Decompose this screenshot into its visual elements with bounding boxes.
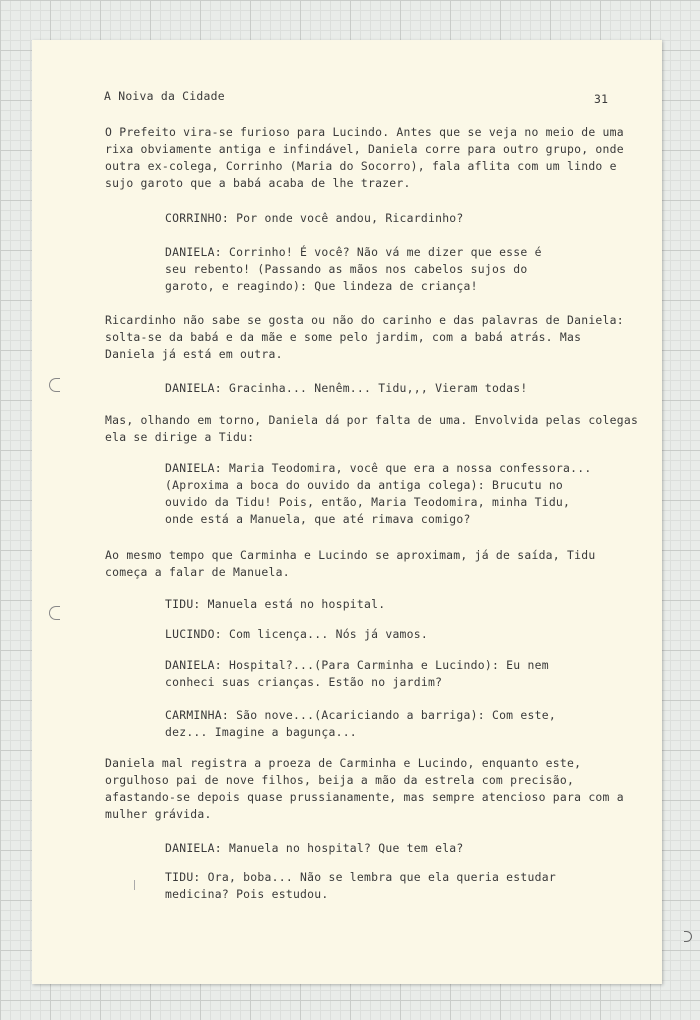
dialogue-line: DANIELA: Corrinho! É você? Não vá me dizer que esse é seu rebento! (Passando as mãos nos cabelos sujos do garoto, e reagindo): Que lindeza de criança! — [165, 245, 542, 293]
punch-hole-mark — [49, 606, 60, 620]
stray-mark — [134, 880, 135, 890]
dialogue-line: CARMINHA: São nove...(Acariciando a barriga): Com este, dez... Imagine a bagunça... — [165, 708, 556, 739]
dialogue-line: LUCINDO: Com licença... Nós já vamos. — [165, 627, 428, 641]
stage-direction-paragraph: Mas, olhando em torno, Daniela dá por falta de uma. Envolvida pelas colegas ela se dirige a Tidu: — [105, 413, 639, 444]
dialogue-line: TIDU: Ora, boba... Não se lembra que ela queria estudar medicina? Pois estudou. — [165, 870, 556, 901]
page-number: 31 — [594, 92, 609, 106]
stage-direction-paragraph: O Prefeito vira-se furioso para Lucindo. Antes que se veja no meio de uma rixa obviamente antiga e infindável, Daniela corre para outro grupo, onde outra ex-colega, Corrinho (Maria do Socorro), fala aflita com um lindo e sujo garoto que a babá acaba de lhe trazer. — [105, 125, 624, 190]
running-header-title: A Noiva da Cidade — [104, 89, 225, 103]
dialogue-line: TIDU: Manuela está no hospital. — [165, 597, 386, 611]
punch-hole-mark — [49, 378, 60, 392]
stage-direction-paragraph: Daniela mal registra a proeza de Carminha e Lucindo, enquanto este, orgulhoso pai de nove filhos, beija a mão da estrela com precisão, afastando-se depois quase prussianamente, mas sempre atencioso para com a mulher grávida. — [105, 756, 624, 821]
typed-page — [32, 40, 662, 984]
stage-direction-paragraph: Ricardinho não sabe se gosta ou não do carinho e das palavras de Daniela: solta-se da babá e da mãe e some pelo jardim, com a babá atrás. Mas Daniela já está em outra. — [105, 313, 624, 361]
dialogue-line: DANIELA: Maria Teodomira, você que era a nossa confessora... (Aproxima a boca do ouvido da antiga colega): Brucutu no ouvido da Tidu! Pois, então, Maria Teodomira, minha Tidu, onde está a Manuela, que até rimava comigo? — [165, 461, 592, 526]
dialogue-line: DANIELA: Gracinha... Nenêm... Tidu,,, Vieram todas! — [165, 381, 528, 395]
dialogue-line: DANIELA: Manuela no hospital? Que tem ela? — [165, 841, 464, 855]
stage-direction-paragraph: Ao mesmo tempo que Carminha e Lucindo se aproximam, já de saída, Tidu começa a falar de Manuela. — [105, 548, 596, 579]
dialogue-line: DANIELA: Hospital?...(Para Carminha e Lucindo): Eu nem conheci suas crianças. Estão no jardim? — [165, 658, 549, 689]
dialogue-line: CORRINHO: Por onde você andou, Ricardinho? — [165, 211, 464, 225]
page-edge-mark — [684, 931, 692, 942]
